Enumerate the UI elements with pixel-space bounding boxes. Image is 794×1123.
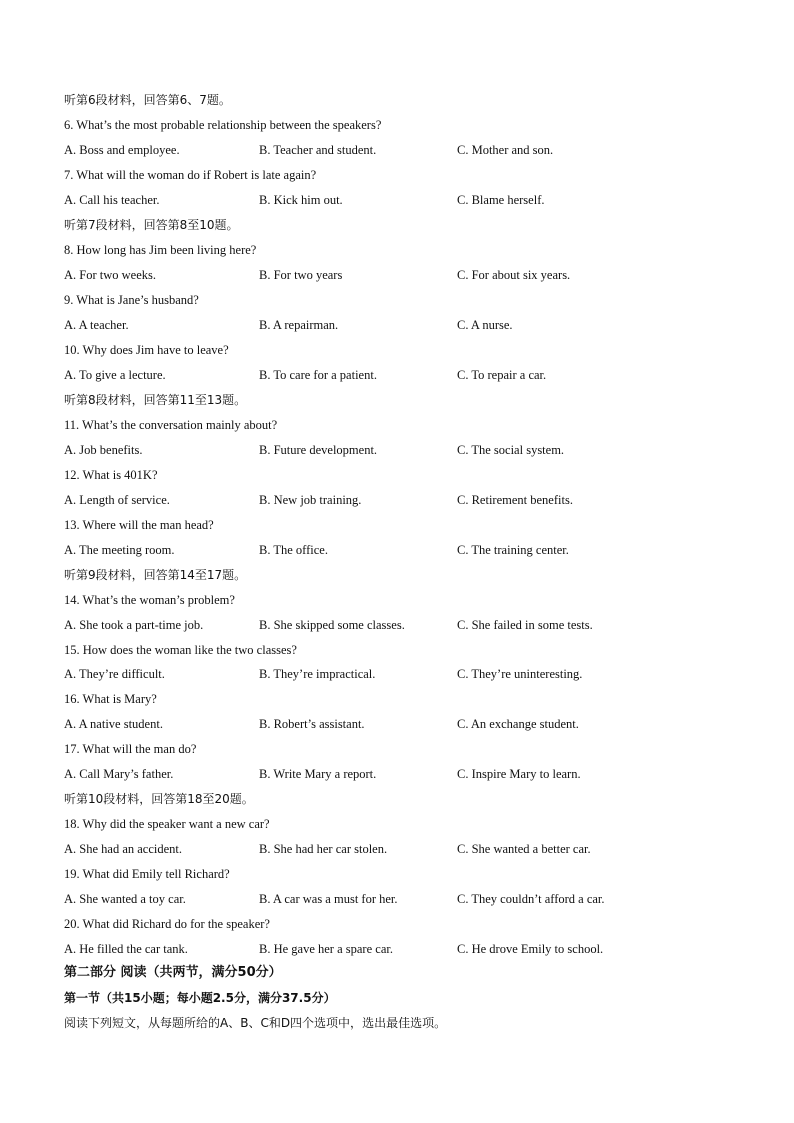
option-b: B. They’re impractical. xyxy=(259,667,376,681)
question-16: 16. What is Mary? xyxy=(64,692,157,706)
option-c: C. She failed in some tests. xyxy=(457,618,593,632)
option-a: A. A native student. xyxy=(64,717,163,731)
option-c: C. Inspire Mary to learn. xyxy=(457,767,581,781)
option-a: A. The meeting room. xyxy=(64,543,175,557)
question-14: 14. What’s the woman’s problem? xyxy=(64,593,235,607)
option-a: A. She had an accident. xyxy=(64,842,183,856)
option-a: A. Length of service. xyxy=(64,493,170,507)
option-a: A. She took a part-time job. xyxy=(64,618,204,632)
option-b: B. Write Mary a report. xyxy=(259,767,377,781)
option-b: B. A repairman. xyxy=(259,318,339,332)
question-19: 19. What did Emily tell Richard? xyxy=(64,867,230,881)
section-instruction: 听第6段材料，回答第6、7题。 xyxy=(64,93,231,107)
option-b: B. Kick him out. xyxy=(259,193,343,207)
option-c: C. Mother and son. xyxy=(457,143,554,157)
option-b: B. She had her car stolen. xyxy=(259,842,388,856)
section-one-heading: 第一节（共15小题；每小题2.5分，满分37.5分） xyxy=(64,991,336,1005)
option-a: A. Call Mary’s father. xyxy=(64,767,174,781)
option-c: C. He drove Emily to school. xyxy=(457,942,604,956)
option-c: C. Retirement benefits. xyxy=(457,493,573,507)
option-a: A. She wanted a toy car. xyxy=(64,892,186,906)
option-c: C. Blame herself. xyxy=(457,193,545,207)
option-a: A. To give a lecture. xyxy=(64,368,166,382)
option-c: C. They’re uninteresting. xyxy=(457,667,583,681)
option-b: B. A car was a must for her. xyxy=(259,892,398,906)
question-11: 11. What’s the conversation mainly about? xyxy=(64,418,278,432)
question-15: 15. How does the woman like the two classes? xyxy=(64,643,297,657)
option-a: A. Boss and employee. xyxy=(64,143,180,157)
option-a: A. Call his teacher. xyxy=(64,193,160,207)
question-6: 6. What’s the most probable relationship between the speakers? xyxy=(64,118,382,132)
option-c: C. To repair a car. xyxy=(457,368,547,382)
option-c: C. They couldn’t afford a car. xyxy=(457,892,605,906)
option-b: B. The office. xyxy=(259,543,328,557)
question-9: 9. What is Jane’s husband? xyxy=(64,293,199,307)
option-c: C. For about six years. xyxy=(457,268,571,282)
reading-instruction: 阅读下列短文，从每题所给的A、B、C和D四个选项中，选出最佳选项。 xyxy=(64,1016,447,1030)
option-a: A. For two weeks. xyxy=(64,268,157,282)
option-b: B. Teacher and student. xyxy=(259,143,377,157)
option-b: B. For two years xyxy=(259,268,343,282)
section-instruction: 听第7段材料，回答第8至10题。 xyxy=(64,218,239,232)
section-instruction: 听第9段材料，回答第14至17题。 xyxy=(64,568,247,582)
question-17: 17. What will the man do? xyxy=(64,742,197,756)
option-a: A. They’re difficult. xyxy=(64,667,165,681)
option-b: B. Future development. xyxy=(259,443,378,457)
option-b: B. He gave her a spare car. xyxy=(259,942,393,956)
option-c: C. The training center. xyxy=(457,543,569,557)
option-b: B. New job training. xyxy=(259,493,362,507)
option-c: C. She wanted a better car. xyxy=(457,842,591,856)
section-instruction: 听第10段材料，回答第18至20题。 xyxy=(64,792,254,806)
option-b: B. Robert’s assistant. xyxy=(259,717,365,731)
question-20: 20. What did Richard do for the speaker? xyxy=(64,917,270,931)
question-18: 18. Why did the speaker want a new car? xyxy=(64,817,270,831)
question-13: 13. Where will the man head? xyxy=(64,518,214,532)
option-c: C. A nurse. xyxy=(457,318,513,332)
option-a: A. He filled the car tank. xyxy=(64,942,188,956)
option-a: A. Job benefits. xyxy=(64,443,143,457)
question-7: 7. What will the woman do if Robert is late again? xyxy=(64,168,317,182)
option-c: C. An exchange student. xyxy=(457,717,579,731)
option-b: B. To care for a patient. xyxy=(259,368,377,382)
question-8: 8. How long has Jim been living here? xyxy=(64,243,257,257)
question-12: 12. What is 401K? xyxy=(64,468,158,482)
option-c: C. The social system. xyxy=(457,443,565,457)
part-two-heading: 第二部分 阅读（共两节，满分50分） xyxy=(64,965,282,980)
section-instruction: 听第8段材料，回答第11至13题。 xyxy=(64,393,247,407)
question-10: 10. Why does Jim have to leave? xyxy=(64,343,229,357)
option-a: A. A teacher. xyxy=(64,318,129,332)
option-b: B. She skipped some classes. xyxy=(259,618,405,632)
